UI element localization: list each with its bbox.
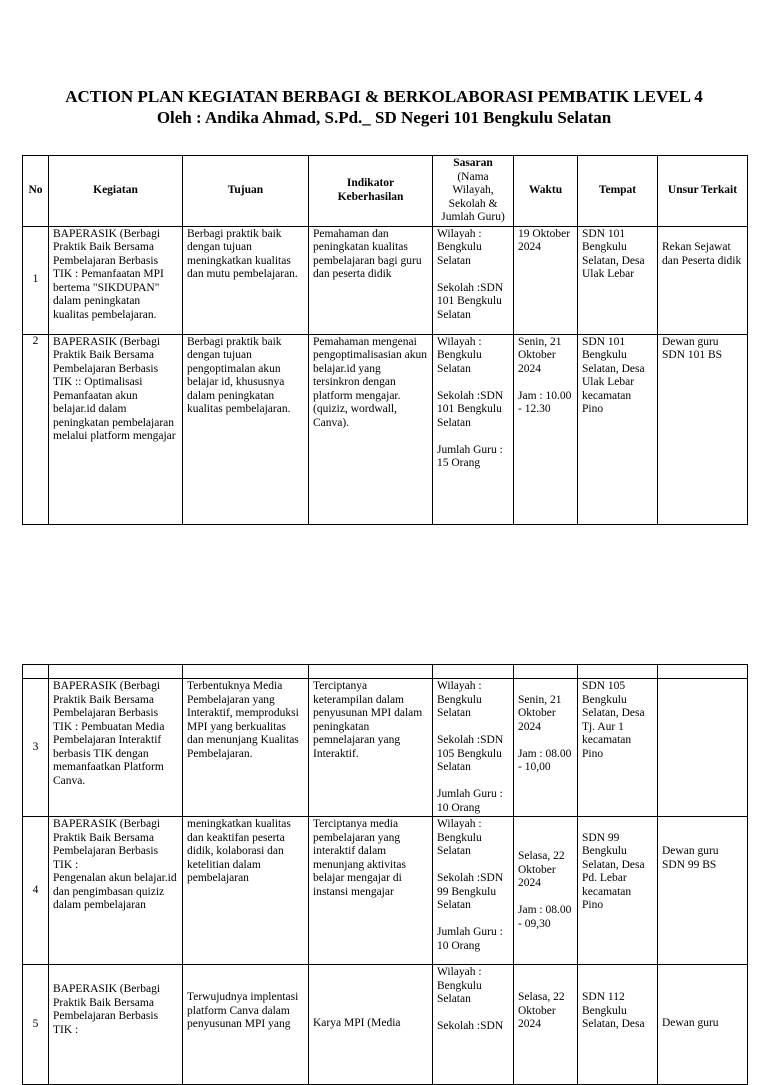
cell-indikator: Terciptanya keterampilan dalam penyusunan MPI dalam peningkatan pemnelajaran yang Interaktif. — [309, 679, 433, 817]
cell-indikator: Pemahaman mengenai pengoptimalisasian akun belajar.id yang tersinkron dengan platform mengajar. (quiziz, wordwall, Canva). — [309, 334, 433, 524]
header-sasaran-title: Sasaran — [453, 157, 493, 169]
cell-unsur: Dewan guru — [658, 965, 748, 1085]
row-number: 1 — [23, 226, 49, 334]
cell-waktu: 19 Oktober 2024 — [514, 226, 578, 334]
header-sasaran-subtitle: (Nama Wilayah, Sekolah & Jumlah Guru) — [441, 170, 505, 223]
header-tempat: Tempat — [578, 156, 658, 227]
cell-kegiatan: BAPERASIK (Berbagi Praktik Baik Bersama Pembelajaran Berbasis TIK :: Optimalisasi Pemanfaatan akun belajar.id dalam peningkatan pembelajaran melalui platform mengajar — [49, 334, 183, 524]
cell-unsur — [658, 679, 748, 817]
cell-sasaran: Wilayah : Bengkulu Selatan Sekolah :SDN 101 Bengkulu Selatan Jumlah Guru : 15 Orang — [433, 334, 514, 524]
header-sasaran — [433, 156, 514, 227]
row-number: 4 — [23, 817, 49, 965]
cell-tujuan: Berbagi praktik baik dengan tujuan pengoptimalan akun belajar id, khususnya dalam peningkatan kualitas pembelajaran. — [183, 334, 309, 524]
cell-tempat: SDN 99 Bengkulu Selatan, Desa Pd. Lebar kecamatan Pino — [578, 817, 658, 965]
cell-tempat: SDN 105 Bengkulu Selatan, Desa Tj. Aur 1 kecamatan Pino — [578, 679, 658, 817]
cell-sasaran: Wilayah : Bengkulu Selatan Sekolah :SDN 99 Bengkulu Selatan Jumlah Guru : 10 Orang — [433, 817, 514, 965]
table-row — [23, 817, 748, 965]
cell-waktu: Selasa, 22 Oktober 2024 — [514, 965, 578, 1085]
cell-tempat: SDN 101 Bengkulu Selatan, Desa Ulak Lebar — [578, 226, 658, 334]
cell-unsur: Dewan guru SDN 99 BS — [658, 817, 748, 965]
action-plan-table-part1 — [22, 155, 748, 525]
cell-tujuan: Terbentuknya Media Pembelajaran yang Interaktif, memproduksi MPI yang berkualitas dan menunjang Kualitas Pembelajaran. — [183, 679, 309, 817]
row-number: 5 — [23, 965, 49, 1085]
table-row — [23, 334, 748, 524]
cell-tujuan: Terwujudnya implentasi platform Canva dalam penyusunan MPI yang — [183, 965, 309, 1085]
cell-tempat: SDN 112 Bengkulu Selatan, Desa — [578, 965, 658, 1085]
action-plan-table-part2 — [22, 664, 748, 1085]
cell-kegiatan: BAPERASIK (Berbagi Praktik Baik Bersama Pembelajaran Berbasis TIK : — [49, 965, 183, 1085]
table-row — [23, 965, 748, 1085]
cell-indikator: Pemahaman dan peningkatan kualitas pembelajaran bagi guru dan peserta didik — [309, 226, 433, 334]
header-no: No — [23, 156, 49, 227]
table-row — [23, 226, 748, 334]
cell-waktu: Senin, 21 Oktober 2024 Jam : 10.00 - 12.30 — [514, 334, 578, 524]
cell-kegiatan: BAPERASIK (Berbagi Praktik Baik Bersama Pembelajaran Berbasis TIK : Pembuatan Media Pembelajaran Interaktif berbasis TIK dengan memanfaatkan Platform Canva. — [49, 679, 183, 817]
cell-kegiatan: BAPERASIK (Berbagi Praktik Baik Bersama Pembelajaran Berbasis TIK : Pengenalan akun belajar.id dan pengimbasan quiziz dalam pembelajaran — [49, 817, 183, 965]
table-header-row — [23, 156, 748, 227]
document-title: ACTION PLAN KEGIATAN BERBAGI & BERKOLABORASI PEMBATIK LEVEL 4 — [65, 87, 703, 106]
header-unsur: Unsur Terkait — [658, 156, 748, 227]
cell-waktu: Senin, 21 Oktober 2024 Jam : 08.00 - 10,00 — [514, 679, 578, 817]
header-tujuan: Tujuan — [183, 156, 309, 227]
header-kegiatan: Kegiatan — [49, 156, 183, 227]
document-subtitle: Oleh : Andika Ahmad, S.Pd._ SD Negeri 101 Bengkulu Selatan — [156, 108, 612, 127]
cell-unsur: Dewan guru SDN 101 BS — [658, 334, 748, 524]
cell-indikator: Terciptanya media pembelajaran yang interaktif dalam menunjang aktivitas belajar mengajar di instansi mengajar — [309, 817, 433, 965]
cell-kegiatan: BAPERASIK (Berbagi Praktik Baik Bersama Pembelajaran Berbasis TIK : Pemanfaatan MPI bertema "SIKDUPAN" dalam peningkatan kualitas pembelajaran. — [49, 226, 183, 334]
header-indikator: Indikator Keberhasilan — [309, 156, 433, 227]
cell-tujuan: Berbagi praktik baik dengan tujuan meningkatkan kualitas dan mutu pembelajaran. — [183, 226, 309, 334]
table-row — [23, 679, 748, 817]
empty-header-row — [23, 665, 748, 679]
cell-indikator: Karya MPI (Media — [309, 965, 433, 1085]
cell-tujuan: meningkatkan kualitas dan keaktifan peserta didik, kolaborasi dan ketelitian dalam pembelajaran — [183, 817, 309, 965]
row-number: 3 — [23, 679, 49, 817]
cell-sasaran: Wilayah : Bengkulu Selatan Sekolah :SDN — [433, 965, 514, 1085]
cell-unsur: Rekan Sejawat dan Peserta didik — [658, 226, 748, 334]
cell-tempat: SDN 101 Bengkulu Selatan, Desa Ulak Lebar kecamatan Pino — [578, 334, 658, 524]
cell-sasaran: Wilayah : Bengkulu Selatan Sekolah :SDN 105 Bengkulu Selatan Jumlah Guru : 10 Orang — [433, 679, 514, 817]
cell-waktu: Selasa, 22 Oktober 2024 Jam : 08.00 - 09,30 — [514, 817, 578, 965]
row-number: 2 — [23, 334, 49, 524]
header-waktu: Waktu — [514, 156, 578, 227]
cell-sasaran: Wilayah : Bengkulu Selatan Sekolah :SDN 101 Bengkulu Selatan — [433, 226, 514, 334]
